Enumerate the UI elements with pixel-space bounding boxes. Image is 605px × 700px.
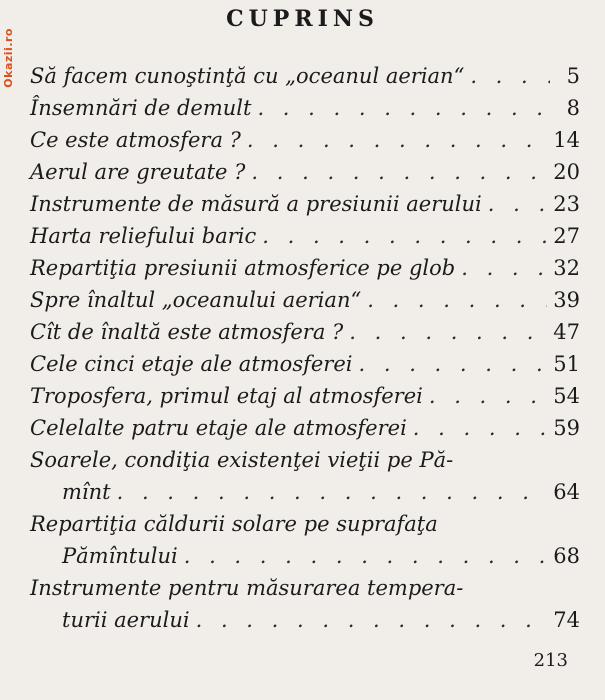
toc-entry-title: Instrumente de măsură a presiunii aerului bbox=[30, 192, 482, 216]
toc-entry-title: Să facem cunoştinţă cu „oceanul aerian“ bbox=[30, 64, 465, 88]
toc-entry-title: Cît de înaltă este atmosfera ? bbox=[30, 320, 344, 344]
toc-entry-page: 59 bbox=[553, 416, 580, 440]
toc-entry-page: 8 bbox=[566, 96, 580, 120]
leader-dots bbox=[429, 380, 547, 412]
leader-dots bbox=[359, 348, 548, 380]
toc-entry-title: Spre înaltul „oceanului aerian“ bbox=[30, 288, 362, 312]
toc-entry-title: Ce este atmosfera ? bbox=[30, 128, 241, 152]
page-number: 213 bbox=[533, 650, 568, 671]
toc-entry-title: Troposfera, primul etaj al atmosferei bbox=[30, 384, 423, 408]
toc-entry-title-continued: turii aerului bbox=[62, 608, 190, 632]
page-title: CUPRINS bbox=[226, 6, 379, 32]
toc-entry-page: 23 bbox=[553, 192, 580, 216]
toc-entry bbox=[30, 348, 580, 380]
leader-dots bbox=[488, 188, 548, 220]
leader-dots bbox=[349, 316, 547, 348]
toc-entry bbox=[30, 444, 580, 508]
toc-entry-page: 74 bbox=[553, 608, 580, 632]
toc-entry-title: Cele cinci etaje ale atmosferei bbox=[30, 352, 353, 376]
toc-entry bbox=[30, 380, 580, 412]
toc-entry-title: Instrumente pentru măsurarea tempera- bbox=[30, 576, 464, 600]
leader-dots bbox=[262, 220, 547, 252]
toc-entry-title-continued: mînt bbox=[62, 480, 111, 504]
toc-entry-title-continued: Pămîntului bbox=[62, 544, 178, 568]
toc-entry bbox=[30, 252, 580, 284]
toc-entry-page: 5 bbox=[566, 64, 580, 88]
toc-entry-page: 51 bbox=[553, 352, 580, 376]
toc-entry-title: Repartiţia căldurii solare pe suprafaţa bbox=[30, 512, 438, 536]
toc-entry-page: 54 bbox=[553, 384, 580, 408]
leader-dots bbox=[184, 540, 548, 572]
leader-dots bbox=[367, 284, 547, 316]
toc-entry bbox=[30, 124, 580, 156]
toc-entry-page: 68 bbox=[553, 544, 580, 568]
toc-entry bbox=[30, 92, 580, 124]
leader-dots bbox=[461, 252, 547, 284]
toc-entry-page: 27 bbox=[553, 224, 580, 248]
leader-dots bbox=[257, 92, 550, 124]
toc-entry bbox=[30, 220, 580, 252]
toc-entry-page: 39 bbox=[553, 288, 580, 312]
leader-dots bbox=[413, 412, 547, 444]
leader-dots bbox=[247, 124, 547, 156]
toc-entry bbox=[30, 156, 580, 188]
toc-entry bbox=[30, 572, 580, 636]
toc-entry-page: 14 bbox=[553, 128, 580, 152]
table-of-contents bbox=[30, 60, 580, 636]
toc-entry-title: Harta reliefului baric bbox=[30, 224, 257, 248]
toc-entry-title: Repartiţia presiunii atmosferice pe glob bbox=[30, 256, 456, 280]
toc-entry-page: 32 bbox=[553, 256, 580, 280]
watermark-logo: Okazii.ro bbox=[2, 28, 15, 88]
toc-entry-title: Aerul are greutate ? bbox=[30, 160, 246, 184]
toc-entry-title: Soarele, condiţia existenţei vieţii pe Pă- bbox=[30, 448, 454, 472]
toc-entry-title: Celelalte patru etaje ale atmosferei bbox=[30, 416, 407, 440]
toc-entry bbox=[30, 316, 580, 348]
toc-entry-page: 20 bbox=[553, 160, 580, 184]
leader-dots bbox=[117, 476, 548, 508]
toc-entry-page: 64 bbox=[553, 480, 580, 504]
leader-dots bbox=[251, 156, 547, 188]
toc-entry bbox=[30, 188, 580, 220]
toc-entry bbox=[30, 508, 580, 572]
toc-entry bbox=[30, 60, 580, 92]
leader-dots bbox=[196, 604, 548, 636]
toc-entry-page: 47 bbox=[553, 320, 580, 344]
toc-entry bbox=[30, 412, 580, 444]
toc-entry-title: Însemnări de demult bbox=[30, 96, 252, 120]
toc-entry bbox=[30, 284, 580, 316]
leader-dots bbox=[470, 60, 550, 92]
